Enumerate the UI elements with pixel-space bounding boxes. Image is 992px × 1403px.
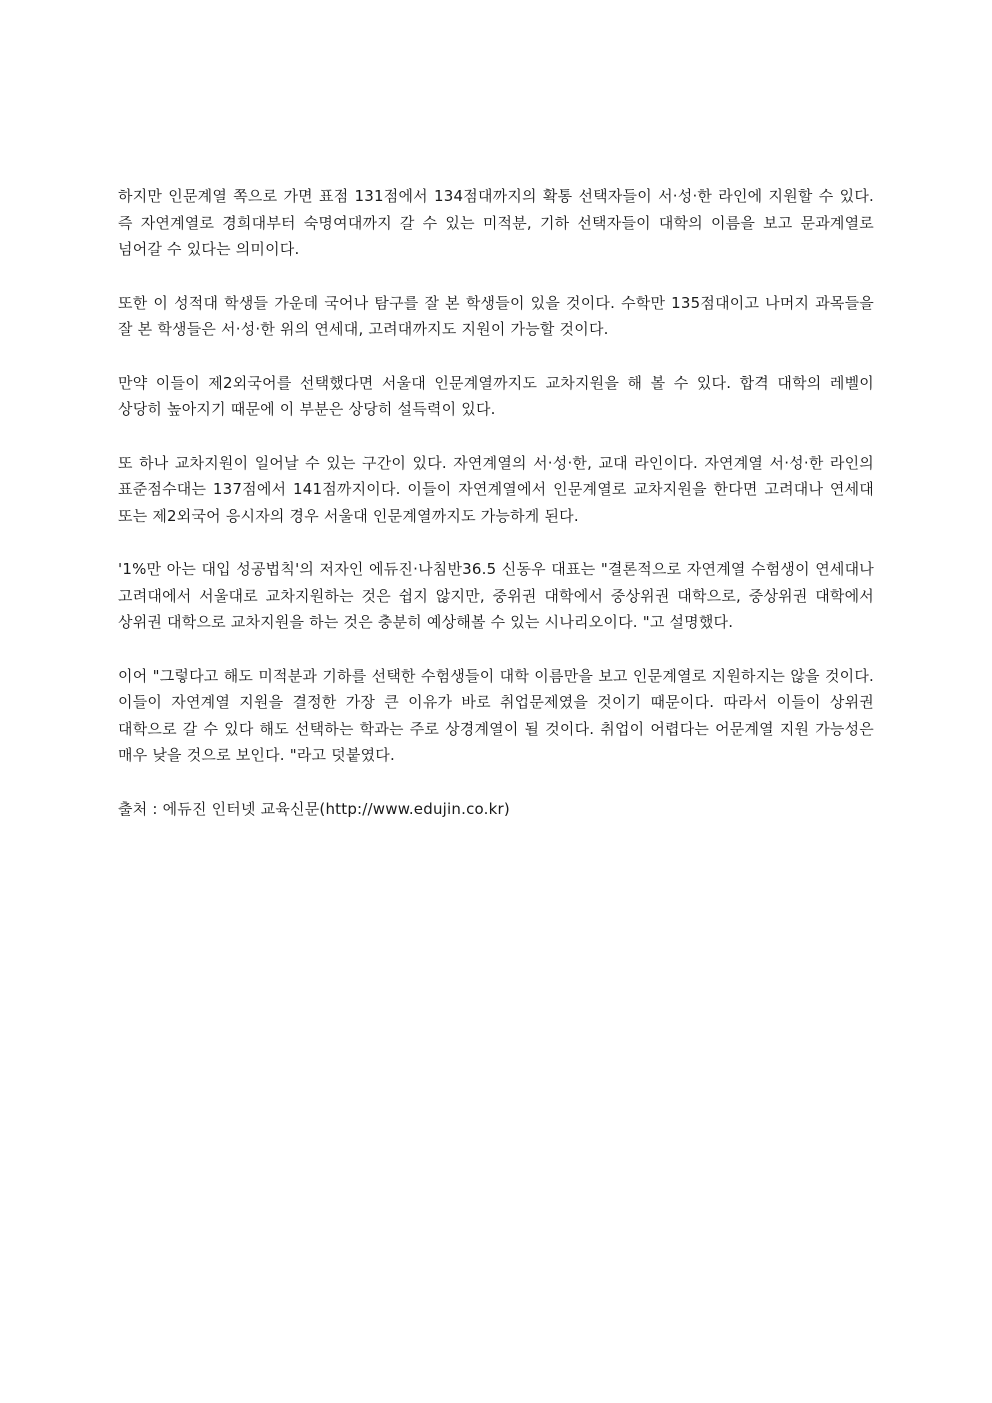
paragraph-5: '1%만 아는 대입 성공법칙'의 저자인 에듀진·나침반36.5 신동우 대표는 "결론적으로 자연계열 수험생이 연세대나 고려대에서 서울대로 교차지원하는 것은 쉽지 않지만, 중위권 대학에서 중상위권 대학으로, 중상위권 대학에서 상위권 대학으로 교차지원을 하는 것은 충분히 예상해볼 수 있는 시나리오이다. "고 설명했다.	[118, 560, 874, 631]
paragraph-2: 또한 이 성적대 학생들 가운데 국어나 탐구를 잘 본 학생들이 있을 것이다. 수학만 135점대이고 나머지 과목들을 잘 본 학생들은 서·성·한 위의 연세대, 고려대까지도 지원이 가능할 것이다.	[118, 293, 874, 338]
paragraph-6: 이어 "그렇다고 해도 미적분과 기하를 선택한 수험생들이 대학 이름만을 보고 인문계열로 지원하지는 않을 것이다. 이들이 자연계열 지원을 결정한 가장 큰 이유가 바로 취업문제였을 것이기 때문이다. 따라서 이들이 상위권 대학으로 갈 수 있다 해도 선택하는 학과는 주로 상경계열이 될 것이다. 취업이 어렵다는 어문계열 지원 가능성은 매우 낮을 것으로 보인다. "라고 덧붙였다.	[118, 666, 874, 764]
source-line: 출처 : 에듀진 인터넷 교육신문(http://www.edujin.co.kr)	[118, 799, 510, 818]
article-body	[118, 183, 874, 849]
paragraph-1: 하지만 인문계열 쪽으로 가면 표점 131점에서 134점대까지의 확통 선택자들이 서·성·한 라인에 지원할 수 있다. 즉 자연계열로 경희대부터 숙명여대까지 갈 수 있는 미적분, 기하 선택자들이 대학의 이름을 보고 문과계열로 넘어갈 수 있다는 의미이다.	[118, 187, 874, 258]
paragraph-4: 또 하나 교차지원이 일어날 수 있는 구간이 있다. 자연계열의 서·성·한, 교대 라인이다. 자연계열 서·성·한 라인의 표준점수대는 137점에서 141점까지이다. 이들이 자연계열에서 인문계열로 교차지원을 한다면 고려대나 연세대 또는 제2외국어 응시자의 경우 서울대 인문계열까지도 가능하게 된다.	[118, 453, 874, 525]
paragraph-3: 만약 이들이 제2외국어를 선택했다면 서울대 인문계열까지도 교차지원을 해 볼 수 있다. 합격 대학의 레벨이 상당히 높아지기 때문에 이 부분은 상당히 설득력이 있다.	[118, 373, 874, 418]
